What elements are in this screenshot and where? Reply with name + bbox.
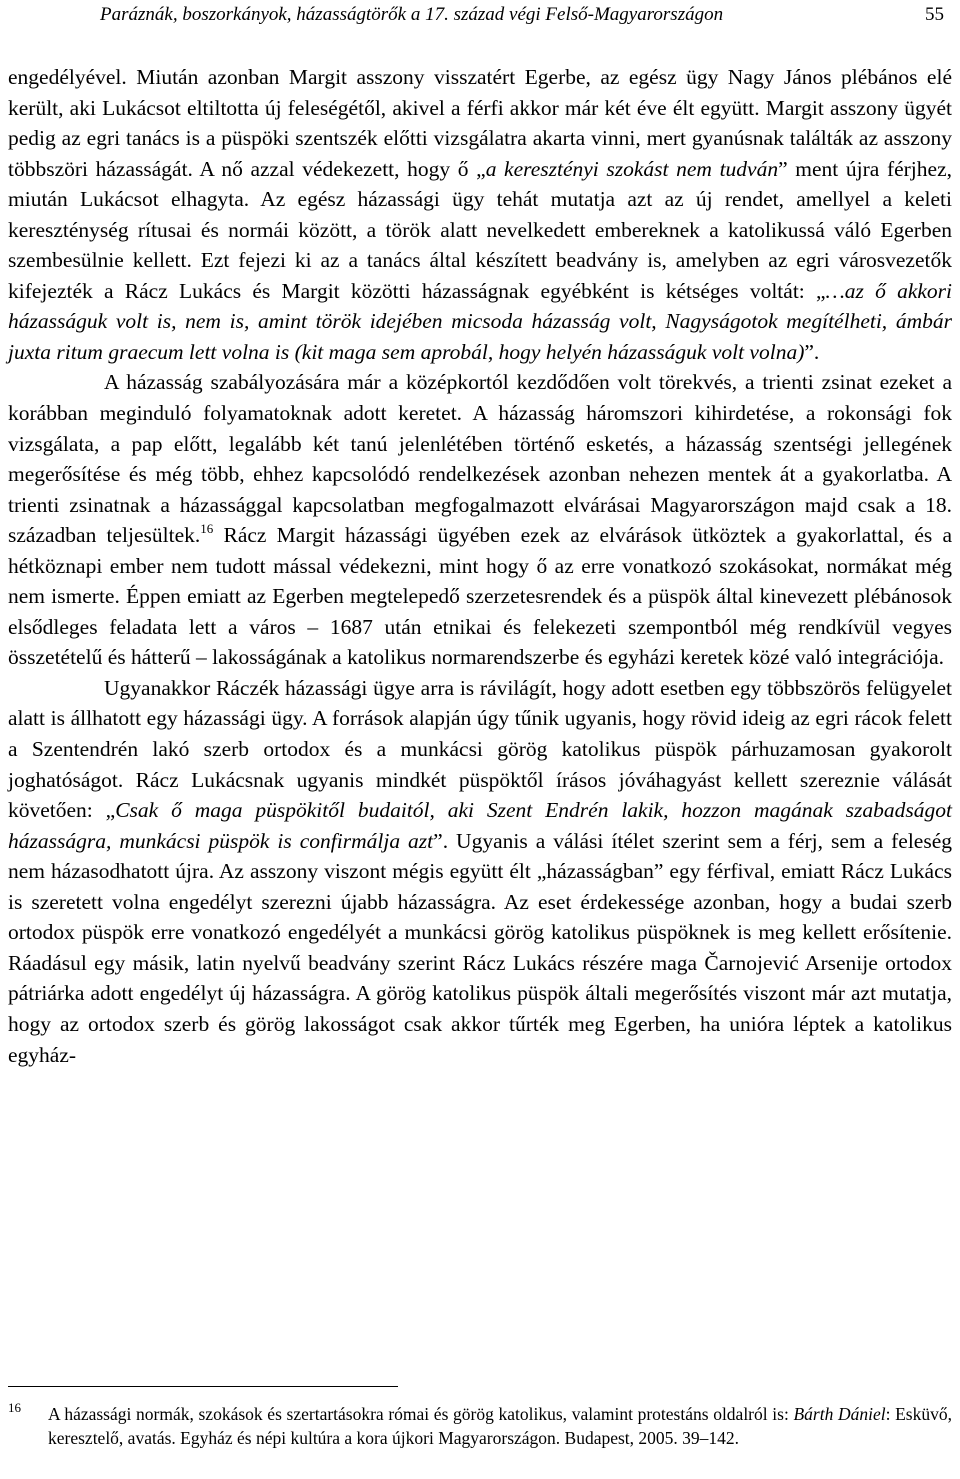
footnote-divider (8, 1386, 398, 1387)
body-text (8, 62, 952, 1070)
text-run: ”. Ugyanis a válási ítélet szerint sem a férj, sem a feleség nem házasodhatott újra. Az asszony viszont mégis együtt élt „házasságban” egy férfival, emiatt Rácz Lukács is szeretett volna engedélyt szerezni újabb házasságra. Az eset érdekessége azonban, hogy a budai szerb ortodox püspök erre vonatkozó engedélyét a munkácsi görög katolikus püspöknek is meg kellett erősítenie. Ráadásul egy másik, latin nyelvű beadvány szerint Rácz Lukács részére maga Čarnojević Arsenije ortodox pátriárka adott engedélyt új házasságra. A görög katolikus püspök általi megerősítés viszont már azt mutatja, hogy az ortodox szerb és görög lakosságot csak akkor tűrték meg Egerben, ha unióra léptek a katolikus egyház- (8, 828, 953, 1067)
footnote-text (48, 1402, 952, 1450)
text-run: ”. (804, 339, 820, 364)
footnote-reference[interactable]: 16 (200, 521, 214, 537)
running-head: Paráznák, boszorkányok, házasságtörők a 17. század végi Felső-Magyarországon (100, 4, 724, 25)
italic-quote: Csak ő maga püspökitől budaitól, aki Szent Endrén lakik, hozzon magának szabadságot házasságra, munkácsi püspök is confirmálja azt (8, 798, 952, 853)
page-number: 55 (925, 4, 944, 25)
paragraph (8, 673, 952, 1070)
italic-quote: a keresztényi szokást nem tudván (485, 156, 779, 181)
text-run: ” ment újra férjhez, miután Lukácsot elhagyta. Az egész házassági ügy tehát mutatja azt az új rendet, amellyel a keleti kereszténység rítusai és normái között, a török alatt nevelkedett embereknek a katolikussá váló Egerben szembesülnie kellett. Ezt fejezi ki az a tanács által készített beadvány is, amelyben az egri városvezetők kifejezték a Rácz Lukács és Margit közötti házasságnak egyébként is kétséges voltát: „ (8, 156, 952, 303)
paragraph (8, 367, 952, 672)
text-run: A házasság szabályozására már a középkortól kezdődően volt törekvés, a trienti zsinat ezeket a korábban meginduló folyamatoknak adott keretet. A házasság háromszori kihirdetése, a rokonsági fok vizsgálata, a pap előtt, legalább két tanú jelenlétében történő esketés, a házasság szentségi jellegének megerősítése és még több, ehhez kapcsolódó rendelkezések azonban nehezen mentek át a gyakorlatba. A trienti zsinatnak a házassággal kapcsolatban megfogalmazott elvárásai Magyarországon majd csak a 18. században teljesültek. (8, 370, 952, 548)
footnote-number: 16 (8, 1400, 21, 1415)
paragraph (8, 62, 952, 367)
italic-quote: …az ő akkori házasságuk volt is, nem is, amint török idejében micsoda házasság volt, Nagyságotok megítélheti, ámbár juxta ritum graecum lett volna is (kit maga sem aprobál, hogy helyén házasságuk volt volna) (8, 278, 952, 364)
footnote (8, 1402, 952, 1450)
text-run: engedélyével. Miután azonban Margit asszony visszatért Egerbe, az egész ügy Nagy János plébános elé került, aki Lukácsot eltiltotta új feleségétől, akivel a férfi akkor már két éve élt együtt. Margit asszony ügyét pedig az egri tanács is a püspöki szentszék előtti vizsgálatra akarta vinni, mert gyanúsnak találták az asszony többszöri házasságát. A nő azzal védekezett, hogy ő „ (8, 65, 952, 181)
author-name: Bárth Dániel (793, 1404, 886, 1424)
text-run: A házassági normák, szokások és szertartásokra római és görög katolikus, valamint protestáns oldalról is: (48, 1404, 794, 1424)
text-run: Rácz Margit házassági ügyében ezek az elvárások ütköztek a gyakorlattal, és a hétköznapi ember nem tudott mással védekezni, mint hogy ő az erre vonatkozó szokásokat, normákat még nem ismerte. Éppen emiatt az Egerben megtelepedő szerzetesrendek és a püspök által kinevezett plébánosok elsődleges feladata lett a város – 1687 után etnikai és felekezeti szempontból még rendkívül vegyes összetételű és hátterű – lakosságának a katolikus normarendszerbe és egyházi keretek közé való integrációja. (8, 523, 952, 670)
text-run: : Esküvő, keresztelő, avatás. Egyház és népi kultúra a kora újkori Magyarországon. Budapest, 2005. 39–142. (48, 1404, 952, 1448)
text-run: Ugyanakkor Ráczék házassági ügye arra is rávilágít, hogy adott esetben egy többszörös felügyelet alatt is állhatott egy házassági ügy. A források alapján úgy tűnik ugyanis, hogy rövid ideig az egri rácok felett a Szentendrén lakó szerb ortodox és a munkácsi görög katolikus püspök párhuzamosan gyakorolt joghatóságot. Rácz Lukácsnak ugyanis mindkét püspöktől írásos jóváhagyást kellett szereznie válását követően: „ (8, 675, 952, 823)
